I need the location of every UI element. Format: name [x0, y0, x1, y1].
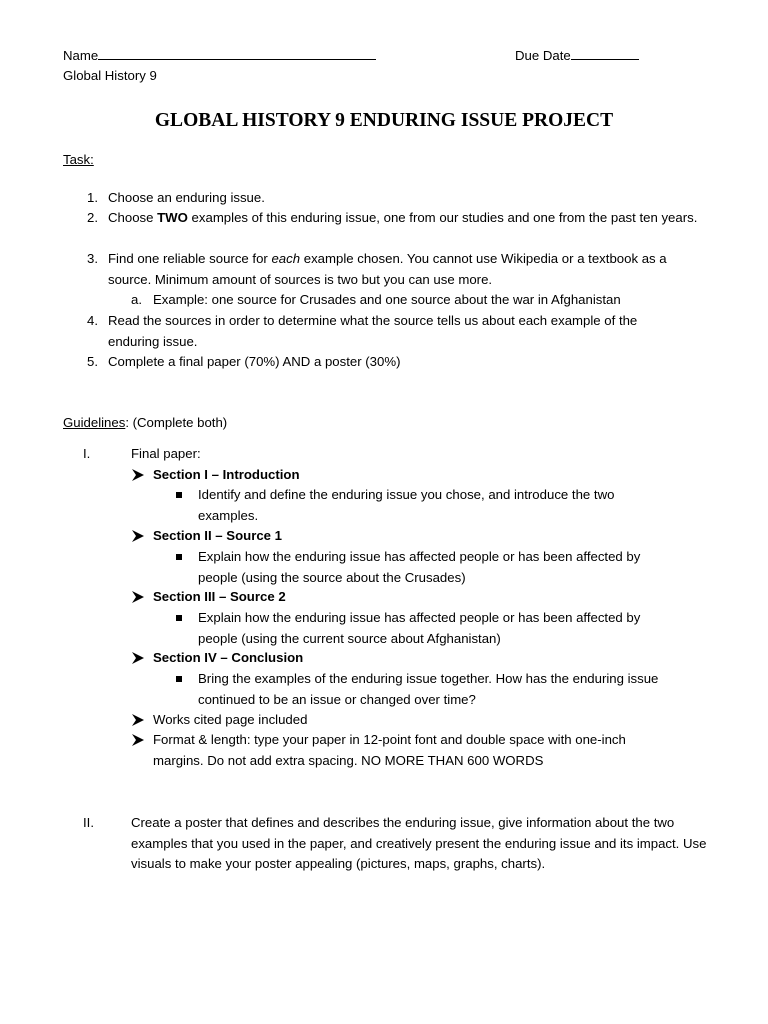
task-heading: Task:	[63, 152, 94, 167]
due-date-field	[515, 46, 639, 66]
course-name: Global History 9	[63, 68, 157, 83]
part-numeral: I.	[83, 446, 91, 461]
guidelines-heading: Guidelines: (Complete both)	[63, 415, 228, 430]
task-item: Read the sources in order to determine what the source tells us about each example of the enduring issue.	[108, 313, 638, 349]
arrowhead-bullet-icon	[131, 714, 145, 726]
works-cited-requirement: Works cited page included	[153, 712, 308, 727]
part-numeral: II.	[83, 815, 94, 830]
section-detail: Explain how the enduring issue has affected people or has been affected by people (using the source about the Crusades)	[198, 549, 641, 585]
section-detail: Identify and define the enduring issue you chose, and introduce the two examples.	[198, 487, 615, 523]
document-title: GLOBAL HISTORY 9 ENDURING ISSUE PROJECT	[154, 110, 614, 131]
task-item: Choose an enduring issue.	[108, 190, 265, 205]
section-heading: Section IV – Conclusion	[153, 650, 304, 665]
section-detail: Explain how the enduring issue has affected people or has been affected by people (using the current source about Afghanistan)	[198, 610, 641, 646]
task-number: 4.	[87, 313, 98, 328]
square-bullet-icon	[176, 492, 182, 498]
task-number: 2.	[87, 210, 98, 225]
task-subitem-letter: a.	[131, 292, 142, 307]
square-bullet-icon	[176, 676, 182, 682]
emphasis-two: TWO	[157, 210, 188, 225]
arrowhead-bullet-icon	[131, 591, 145, 603]
final-paper-label: Final paper:	[131, 446, 201, 461]
due-date-blank-line	[571, 46, 639, 60]
task-number: 3.	[87, 251, 98, 266]
arrowhead-bullet-icon	[131, 734, 145, 746]
due-date-label: Due Date	[515, 48, 571, 63]
task-item: Complete a final paper (70%) AND a poster (30%)	[108, 354, 401, 369]
square-bullet-icon	[176, 615, 182, 621]
arrowhead-bullet-icon	[131, 652, 145, 664]
format-requirement: Format & length: type your paper in 12-point font and double space with one-inch margins. Do not add extra spacing. NO MORE THAN 600 WORDS	[153, 732, 626, 768]
task-item: Find one reliable source for each example chosen. You cannot use Wikipedia or a textbook as a source. Minimum amount of sources is two but you can use more.	[108, 251, 667, 287]
section-heading: Section I – Introduction	[153, 467, 300, 482]
task-number: 1.	[87, 190, 98, 205]
task-number: 5.	[87, 354, 98, 369]
name-blank-line	[98, 46, 376, 60]
square-bullet-icon	[176, 554, 182, 560]
poster-instructions: Create a poster that defines and describes the enduring issue, give information about the two examples that you used in the paper, and creatively present the enduring issue and its impact. Use visuals to make your poster appealing (pictures, maps, graphs, charts).	[131, 815, 707, 871]
section-heading: Section II – Source 1	[153, 528, 282, 543]
arrowhead-bullet-icon	[131, 530, 145, 542]
task-item: Choose TWO examples of this enduring issue, one from our studies and one from the past ten years.	[108, 210, 698, 225]
emphasis-each: each	[271, 251, 301, 266]
arrowhead-bullet-icon	[131, 469, 145, 481]
name-label: Name	[63, 48, 99, 63]
section-detail: Bring the examples of the enduring issue together. How has the enduring issue continued to be an issue or changed over time?	[198, 671, 659, 707]
name-field	[63, 46, 376, 66]
section-heading: Section III – Source 2	[153, 589, 286, 604]
task-subitem: Example: one source for Crusades and one source about the war in Afghanistan	[153, 292, 621, 307]
